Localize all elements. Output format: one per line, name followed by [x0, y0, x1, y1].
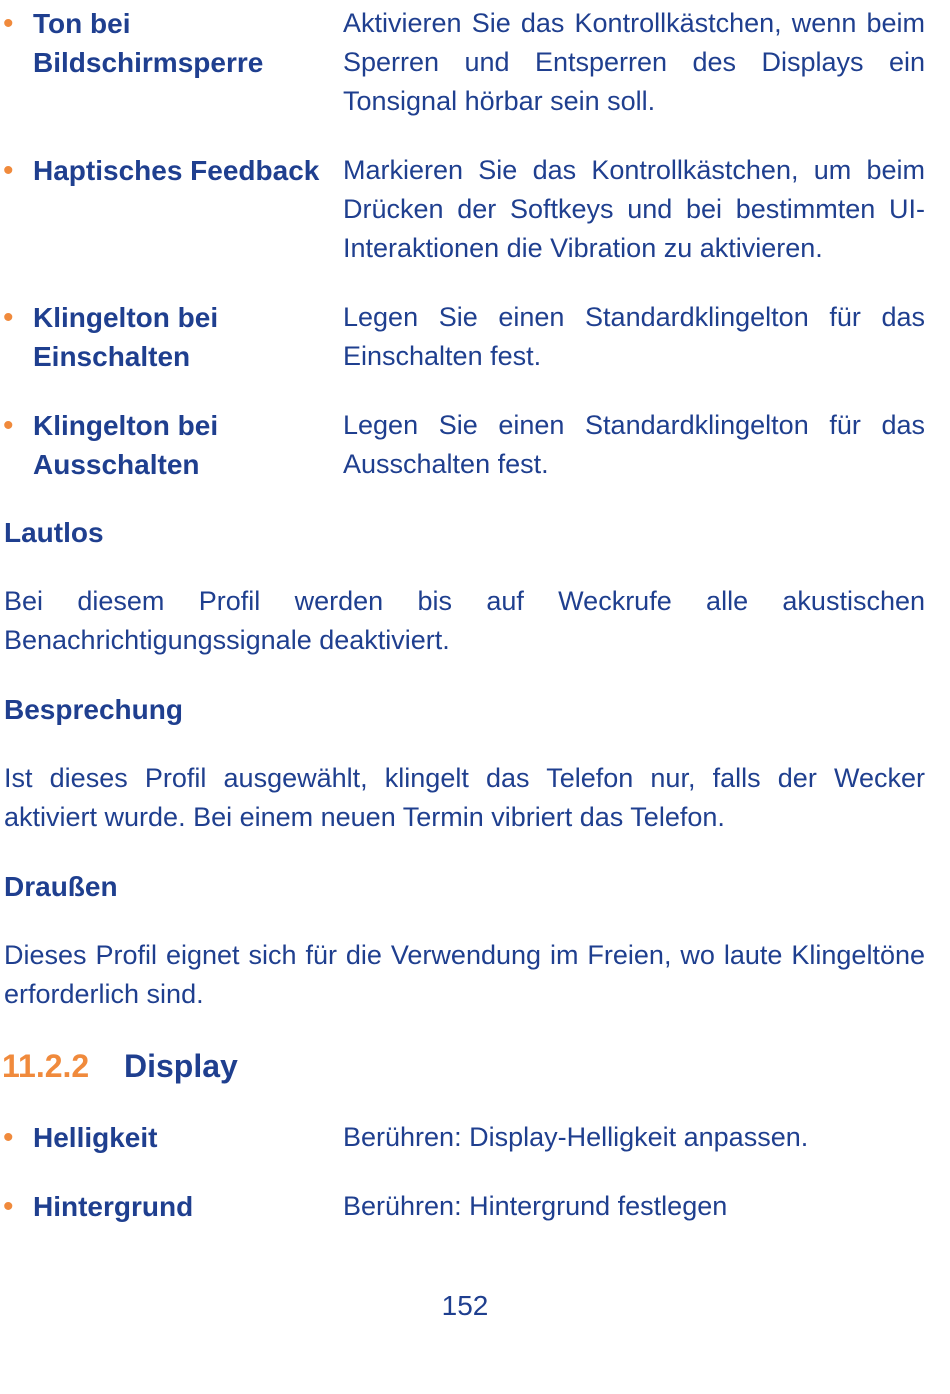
definition-item-power-on-ringtone	[0, 298, 926, 378]
definition-term: Klingelton bei Einschalten	[33, 302, 219, 372]
definition-description: Legen Sie einen Standardklingelton für das Einschalten fest.	[343, 302, 925, 371]
definition-description: Aktivieren Sie das Kontrollkästchen, wenn beim Sperren und Entsperren des Displays ein Tonsignal hörbar sein soll.	[343, 8, 925, 116]
definition-term: Haptisches Feedback	[33, 155, 320, 186]
definition-item-brightness	[0, 1118, 926, 1158]
definition-term: Hintergrund	[33, 1191, 194, 1222]
section-heading	[2, 1046, 238, 1086]
bullet-icon: •	[3, 1121, 14, 1154]
page-number: 152	[441, 1290, 489, 1321]
definition-description: Berühren: Hintergrund festlegen	[343, 1191, 728, 1221]
definition-term: Helligkeit	[33, 1122, 158, 1153]
bullet-icon: •	[3, 301, 14, 334]
definition-term: Ton bei Bildschirmsperre	[33, 8, 264, 78]
bullet-icon: •	[3, 7, 14, 40]
definition-item-wallpaper	[0, 1187, 926, 1227]
definition-description: Berühren: Display-Helligkeit anpassen.	[343, 1122, 809, 1152]
section-title: Display	[124, 1048, 238, 1084]
profile-heading-outdoor: Draußen	[4, 871, 118, 902]
bullet-icon: •	[3, 409, 14, 442]
definition-description: Legen Sie einen Standardklingelton für das Ausschalten fest.	[343, 410, 925, 479]
definition-item-power-off-ringtone	[0, 406, 926, 486]
definition-item-haptic-feedback	[0, 151, 926, 269]
section-number: 11.2.2	[2, 1048, 90, 1084]
profile-heading-meeting: Besprechung	[4, 694, 183, 725]
profile-text-meeting: Ist dieses Profil ausgewählt, klingelt das Telefon nur, falls der Wecker aktiviert wurde. Bei einem neuen Termin vibriert das Telefon.	[4, 763, 925, 832]
definition-description: Markieren Sie das Kontrollkästchen, um beim Drücken der Softkeys und bei bestimmten UI-Interaktionen die Vibration zu aktivieren.	[343, 155, 925, 263]
definition-term: Klingelton bei Ausschalten	[33, 410, 219, 480]
profile-text-outdoor: Dieses Profil eignet sich für die Verwendung im Freien, wo laute Klingeltöne erforderlich sind.	[4, 940, 925, 1009]
bullet-icon: •	[3, 154, 14, 187]
profile-text-silent: Bei diesem Profil werden bis auf Weckrufe alle akustischen Benachrichtigungssignale deaktiviert.	[4, 586, 925, 655]
bullet-icon: •	[3, 1190, 14, 1223]
profile-heading-silent: Lautlos	[4, 517, 104, 548]
definition-item-lock-sound	[0, 4, 926, 122]
